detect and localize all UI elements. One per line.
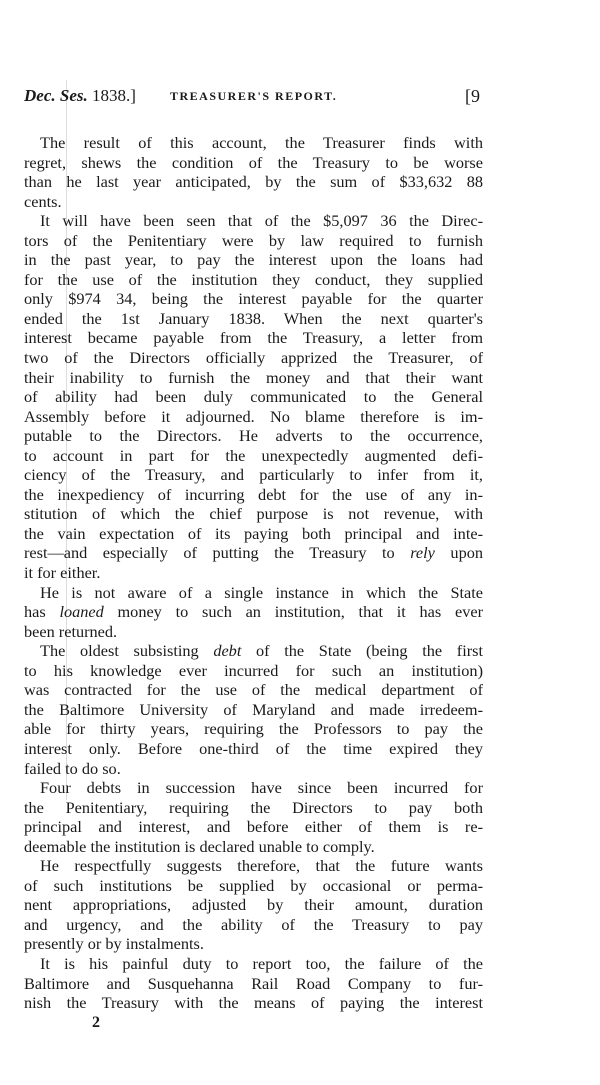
text-segment: only $974 34, being the interest payable for the quarter <box>24 289 483 309</box>
text-segment: failed to do so. <box>24 758 121 778</box>
text-line <box>24 426 483 446</box>
text-segment: Assembly before it adjourned. No blame therefore is im- <box>24 406 483 426</box>
running-header <box>24 86 480 110</box>
text-segment: ended the 1st January 1838. When the next quarter's <box>24 308 483 328</box>
text-line <box>24 543 483 563</box>
text-line <box>24 387 483 407</box>
page-number: [9 <box>465 86 480 106</box>
session-label <box>24 86 136 106</box>
text-line <box>24 289 483 309</box>
text-segment: The oldest subsisting <box>40 641 214 661</box>
text-segment: to account in part for the unexpectedly augmented defi- <box>24 445 483 465</box>
session-abbrev: Ses. <box>59 86 88 105</box>
text-segment: and urgency, and the ability of the Treasury to pay <box>24 914 483 934</box>
text-line <box>24 270 483 290</box>
text-segment: the Penitentiary, requiring the Directors to pay both <box>24 797 483 817</box>
text-line <box>24 739 483 759</box>
session-year: 1838.] <box>92 86 136 105</box>
text-segment: He respectfully suggests therefore, that the future wants <box>40 856 483 876</box>
italic-text-segment: loaned <box>59 602 104 622</box>
text-line <box>24 231 483 251</box>
text-segment: presently or by instalments. <box>24 934 204 954</box>
text-line <box>24 856 483 876</box>
text-segment: Four debts in succession have since been incurred for <box>40 778 483 798</box>
text-segment: It is his painful duty to report too, the failure of the <box>40 953 483 973</box>
text-segment: two of the Directors officially apprized the Treasurer, of <box>24 348 483 368</box>
text-segment: principal and interest, and before either of them is re- <box>24 817 483 837</box>
text-segment: He is not aware of a single instance in which the State <box>40 582 483 602</box>
text-line <box>24 876 483 896</box>
text-segment: their inability to furnish the money and that their want <box>24 367 483 387</box>
text-line <box>24 602 483 622</box>
text-segment: the inexpediency of incurring debt for the use of any in- <box>24 484 483 504</box>
italic-text-segment: debt <box>213 641 242 661</box>
text-line <box>24 192 483 212</box>
text-segment: money to such an institution, that it has ever <box>103 602 483 622</box>
text-line <box>24 954 483 974</box>
text-line <box>24 993 483 1013</box>
text-segment: for the use of the institution they conduct, they supplied <box>24 269 483 289</box>
text-segment: the Baltimore University of Maryland and made irredeem- <box>24 699 483 719</box>
text-line <box>24 368 483 388</box>
text-line <box>24 934 483 954</box>
text-segment: interest became payable from the Treasury, a letter from <box>24 328 483 348</box>
text-segment: It will have been seen that of the $5,097 36 the Direc- <box>40 211 483 231</box>
text-line <box>24 974 483 994</box>
text-line <box>24 622 483 642</box>
signature-mark: 2 <box>92 1014 100 1031</box>
text-segment: The result of this account, the Treasurer finds with <box>40 133 483 152</box>
text-line <box>24 719 483 739</box>
text-line <box>24 153 483 173</box>
text-line <box>24 133 483 153</box>
text-line <box>24 524 483 544</box>
text-segment: been returned. <box>24 621 118 641</box>
report-title: TREASURER'S REPORT. <box>170 89 338 103</box>
text-segment: Baltimore and Susquehanna Rail Road Company to fur- <box>24 973 483 993</box>
text-segment: of the State (being the first <box>241 641 483 661</box>
text-segment: it for either. <box>24 563 101 583</box>
text-segment: regret, shews the condition of the Treasury to be worse <box>24 152 483 172</box>
text-segment: was contracted for the use of the medical department of <box>24 680 483 700</box>
text-line <box>24 211 483 231</box>
italic-text-segment: rely <box>410 543 435 563</box>
text-line <box>24 817 483 837</box>
text-line <box>24 759 483 779</box>
text-segment: than he last year anticipated, by the sum of $33,632 88 <box>24 172 483 192</box>
text-line <box>24 172 483 192</box>
text-segment: to his knowledge ever incurred for such an institution) <box>24 660 483 680</box>
text-line <box>24 895 483 915</box>
text-line <box>24 504 483 524</box>
text-line <box>24 641 483 661</box>
text-line <box>24 407 483 427</box>
text-line <box>24 915 483 935</box>
report-body-text <box>24 133 483 1013</box>
text-segment: of ability had been duly communicated to the General <box>24 387 483 407</box>
text-line <box>24 250 483 270</box>
text-segment: deemable the institution is declared unable to comply. <box>24 836 375 856</box>
text-line <box>24 446 483 466</box>
text-segment: in the past year, to pay the interest upon the loans had <box>24 250 483 270</box>
text-line <box>24 348 483 368</box>
text-line <box>24 680 483 700</box>
text-segment: nent appropriations, adjusted by their amount, duration <box>24 895 483 915</box>
text-segment: interest only. Before one-third of the time expired they <box>24 738 483 758</box>
text-segment: cents. <box>24 191 62 211</box>
text-line <box>24 661 483 681</box>
text-line <box>24 583 483 603</box>
text-segment: rest—and especially of putting the Treasury to <box>24 543 411 563</box>
text-line <box>24 485 483 505</box>
text-segment: stitution of which the chief purpose is not revenue, with <box>24 504 483 524</box>
text-line <box>24 837 483 857</box>
text-segment: tors of the Penitentiary were by law required to furnish <box>24 230 483 250</box>
session-prefix: Dec. <box>24 86 56 105</box>
text-segment: upon <box>434 543 483 563</box>
text-segment: has <box>24 602 60 622</box>
text-line <box>24 328 483 348</box>
text-line <box>24 700 483 720</box>
text-line <box>24 563 483 583</box>
text-line <box>24 309 483 329</box>
text-line <box>24 465 483 485</box>
text-segment: nish the Treasury with the means of paying the interest <box>24 993 483 1013</box>
text-segment: putable to the Directors. He adverts to the occurrence, <box>24 426 483 446</box>
text-line <box>24 798 483 818</box>
text-segment: of such institutions be supplied by occasional or perma- <box>24 875 483 895</box>
text-segment: the vain expectation of its paying both principal and inte- <box>24 523 483 543</box>
text-segment: ciency of the Treasury, and particularly to infer from it, <box>24 465 483 485</box>
text-line <box>24 778 483 798</box>
text-segment: able for thirty years, requiring the Professors to pay the <box>24 719 483 739</box>
